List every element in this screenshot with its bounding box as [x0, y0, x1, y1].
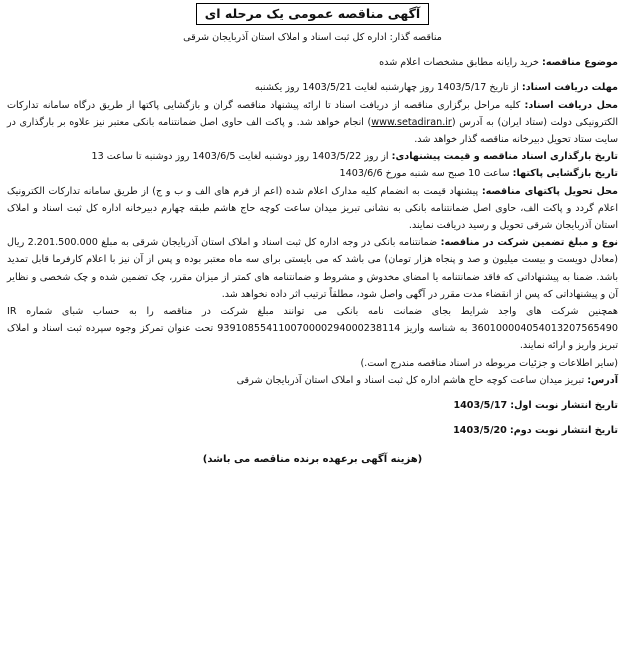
place-label: محل دریافت اسناد: [524, 99, 618, 111]
place-text-after: ) انجام خواهد شد. و پاکت الف حاوی اصل ضمانتنامه بانکی معتبر نیز علاوه بر بارگذاری در سایت ستاد تحویل دبیرخانه مناقصه گذار خواهد شد. [7, 116, 618, 146]
deadline-value: از تاریخ 1403/5/17 روز چهارشنبه لغایت 1403/5/21 روز یکشنبه [254, 82, 519, 94]
publish2-label: تاریخ انتشار نوبت دوم: [509, 425, 618, 437]
setadiran-link[interactable]: www.setadiran.ir [371, 116, 452, 128]
guarantee-value: ضمانتنامه بانکی در وجه اداره کل ثبت اسناد و املاک استان آذربایجان شرقی به مبلغ 2.201.500.000 ریال (معادل دویست و بیست میلیون و صد و پنجاه هزار تومان) می باشد که می بایستی برای سه ماه معتبر بوده و پس از آن نیز با اعلام کارفرما قابل تمدید باشد. ضمنا به پیشنهاداتی که فاقد ضمانتنامه یا امضای مخدوش و مشروط و ضمانتنامه های کمتر از میزان مقرر، چک تضمین شده و چک شخصی و نظایر آن و پیشنهاداتی که پس از انقضاء مدت مقرر در آگهی واصل شود، مطلقاً ترتیب اثر داده نخواهد شد. [7, 237, 618, 300]
upload-value: از روز 1403/5/22 روز دوشنبه لغایت 1403/6/5 روز دوشنبه تا ساعت 13 [91, 151, 389, 163]
address-line [7, 372, 618, 389]
opening-label: تاریخ بازگشایی پاکتها: [512, 168, 618, 180]
organizer-line [7, 29, 618, 46]
delivery-label: محل تحویل پاکتهای مناقصه: [481, 185, 618, 197]
publish2-value: 1403/5/20 [453, 425, 507, 437]
delivery-value: پیشنهاد قیمت به انضمام کلیه مدارک اعلام شده (اعم از فرم های الف و ب و ج) از طریق سامانه تدارکات الکترونیک اعلام گردد و پاکت الف، حاوی اصل ضمانتنامه بانکی به نشانی تبریز میدان ساعت کوچه حاج هاشم طبقه چهارم دبیرخانه اداره کل ثبت اسناد و املاک استان آذربایجان شرقی تحویل و رسید دریافت نمایند. [7, 185, 618, 232]
organizer-value: اداره کل ثبت اسناد و املاک استان آذربایجان شرقی [183, 32, 387, 43]
deadline-label: مهلت دریافت اسناد: [521, 82, 618, 94]
publish1-value: 1403/5/17 [453, 400, 508, 412]
alternative-paragraph [7, 303, 618, 355]
guarantee-label: نوع و مبلغ تضمین شرکت در مناقصه: [440, 237, 618, 249]
publish1-line [7, 397, 618, 414]
organizer-label: مناقصه گذار: [389, 32, 442, 43]
address-value: تبریز میدان ساعت کوچه حاج هاشم اداره کل ثبت اسناد و املاک استان آذربایجان شرقی [236, 374, 585, 386]
place-paragraph [7, 97, 618, 149]
spacer [7, 389, 618, 397]
title-wrap [7, 3, 618, 25]
alternative-value: همچنین شرکت های واجد شرایط بجای ضمانت نامه بانکی می توانند مبلغ شرکت در مناقصه را به حساب شبای شماره IR 360100004054013207565490 به شناسه واریز 939108554110070000294000238114 تحت عنوان تمرکز وجوه سپرده ثبت اسناد و املاک تبریز واریز و ارائه نمایند. [7, 306, 618, 352]
subject-label: موضوع مناقصه: [542, 57, 618, 69]
opening-line [7, 165, 618, 182]
spacer [7, 46, 618, 54]
publish1-label: تاریخ انتشار نوبت اول: [510, 400, 618, 412]
subject-line [7, 54, 618, 71]
tender-notice [7, 3, 618, 469]
deadline-line [7, 79, 618, 96]
footer-note: (هزینه آگهی برعهده برنده مناقصه می باشد) [202, 454, 423, 466]
spacer [7, 71, 618, 79]
spacer [7, 414, 618, 422]
delivery-paragraph [7, 183, 618, 235]
guarantee-paragraph [7, 234, 618, 303]
upload-line [7, 148, 618, 165]
publish2-line [7, 422, 618, 439]
upload-label: تاریخ بارگذاری اسناد مناقصه و قیمت پیشنهادی: [391, 151, 618, 163]
note-line [7, 355, 618, 372]
address-label: آدرس: [587, 374, 618, 386]
subject-value: خرید رایانه مطابق مشخصات اعلام شده [379, 57, 539, 69]
notice-title: آگهی مناقصه عمومی یک مرحله ای [196, 3, 429, 25]
opening-value: ساعت 10 صبح سه شنبه مورخ 1403/6/6 [339, 168, 510, 180]
note-text: (سایر اطلاعات و جزئیات مربوطه در اسناد مناقصه مندرج است.) [360, 357, 618, 369]
place-text-before: کلیه مراحل برگزاری مناقصه از دریافت اسناد تا ارائه پیشنهاد مناقصه گران و بازگشایی پاکتها از طریق درگاه سامانه تدارکات الکترونیکی دولت (ستاد ایران) به آدرس ( [7, 99, 618, 128]
spacer [7, 439, 618, 447]
